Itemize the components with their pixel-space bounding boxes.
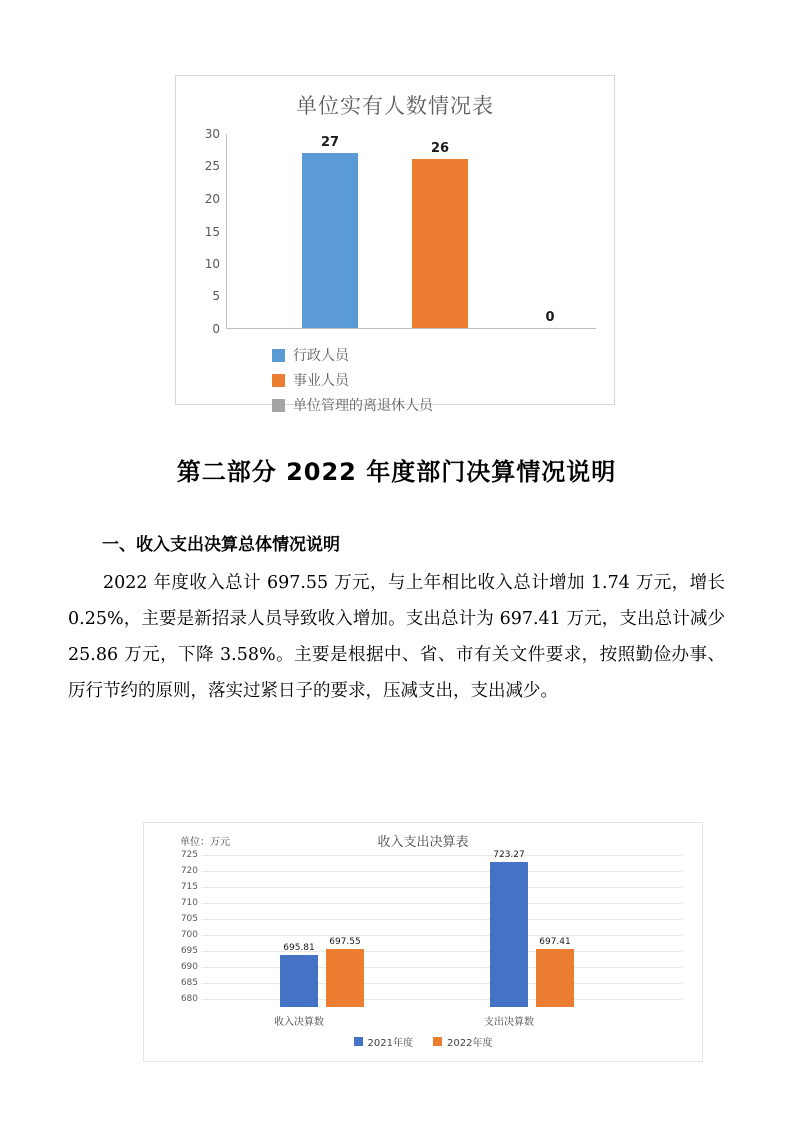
chart2-unit-label: 单位：万元 [180, 837, 230, 848]
chart1-legend-item [272, 345, 614, 365]
body-paragraph: 2022 年度收入总计 697.55 万元，与上年相比收入总计增加 1.74 万元，增长 0.25%，主要是新招录人员导致收入增加。支出总计为 697.41 万元，支出总计减少 25.86 万元，下降 3.58%。主要是根据中、省、市有关文件要求，按照勤俭办事、厉行节约的原则，落实过紧日子的要求，压减支出，支出减少。 [68, 573, 725, 701]
chart1-legend-label: 行政人员 [293, 348, 349, 364]
legend-swatch-icon [354, 1037, 363, 1046]
chart2-plot-area [174, 850, 682, 1007]
chart2-bar-rect [536, 949, 574, 1007]
section-heading: 一、收入支出决算总体情况说明 [102, 535, 340, 555]
legend-swatch-icon [272, 399, 285, 412]
chart2-legend-label: 2022年度 [447, 1038, 493, 1049]
chart1-legend-label: 单位管理的离退休人员 [293, 398, 433, 414]
chart2-bar-expense-2021 [490, 850, 528, 1007]
chart1-bar-value: 0 [545, 310, 555, 325]
chart1-bar-value: 26 [430, 141, 450, 156]
chart2-bar-value: 695.81 [283, 942, 315, 953]
chart2-legend-label: 2021年度 [367, 1038, 413, 1049]
chart2-ytick: 715 [180, 882, 198, 892]
chart2-bar-income-2021 [280, 942, 318, 1007]
legend-swatch-icon [433, 1037, 442, 1046]
chart2-bar-value: 723.27 [493, 850, 525, 860]
chart2-category-label: 收入决算数 [274, 1017, 324, 1028]
chart1-bars [227, 134, 596, 328]
chart2-ytick: 700 [180, 930, 198, 940]
chart2-ytick: 705 [180, 914, 198, 924]
chart2-bar-value: 697.55 [329, 936, 361, 947]
chart1-plot-area [194, 127, 596, 336]
staff-count-chart [175, 75, 615, 414]
chart1-bar-institutional [412, 141, 468, 328]
chart1-ytick: 15 [204, 224, 220, 239]
chart2-bar-rect [280, 955, 318, 1007]
chart1-bar-administrative [302, 134, 358, 329]
legend-swatch-icon [272, 349, 285, 362]
chart2-ytick: 695 [180, 946, 198, 956]
chart2-ytick: 690 [180, 962, 198, 972]
chart2-title: 收入支出决算表 [377, 835, 469, 850]
chart2-bar-rect [326, 949, 364, 1007]
chart2-ytick: 720 [180, 866, 198, 876]
chart1-y-axis [194, 127, 224, 336]
chart2-ytick: 725 [180, 850, 198, 860]
page-title: 第二部分 2022 年度部门决算情况说明 [176, 458, 617, 486]
chart2-ytick: 680 [180, 994, 198, 1004]
chart1-ytick: 10 [204, 256, 220, 271]
chart1-bar-value: 27 [320, 134, 340, 150]
chart2-legend [144, 1034, 702, 1049]
legend-swatch-icon [272, 374, 285, 387]
chart1-legend [272, 345, 614, 415]
chart2-ytick: 685 [180, 978, 198, 988]
chart2-bars [202, 850, 682, 1007]
chart1-legend-item [272, 395, 614, 415]
chart1-ytick: 0 [212, 322, 220, 336]
chart1-ytick: 5 [212, 289, 220, 304]
revenue-expenditure-chart [143, 822, 703, 1062]
chart2-legend-item [433, 1034, 492, 1049]
chart1-legend-label: 事业人员 [293, 373, 349, 389]
chart2-ytick: 710 [180, 898, 198, 908]
chart2-category-label: 支出决算数 [484, 1017, 534, 1028]
chart1-ytick: 30 [204, 127, 220, 141]
chart1-legend-item [272, 370, 614, 390]
chart1-ytick: 20 [204, 191, 220, 206]
chart1-baseline [226, 328, 596, 329]
chart2-bar-rect [490, 862, 528, 1007]
chart2-bar-income-2022 [326, 936, 364, 1007]
chart1-bar-rect [302, 153, 358, 329]
chart2-legend-item [354, 1034, 413, 1049]
chart2-bar-value: 697.41 [539, 937, 571, 948]
chart1-bar-rect [412, 159, 468, 328]
chart2-bar-expense-2022 [536, 937, 574, 1007]
chart1-ytick: 25 [204, 159, 220, 174]
chart1-title: 单位实有人数情况表 [296, 94, 494, 118]
